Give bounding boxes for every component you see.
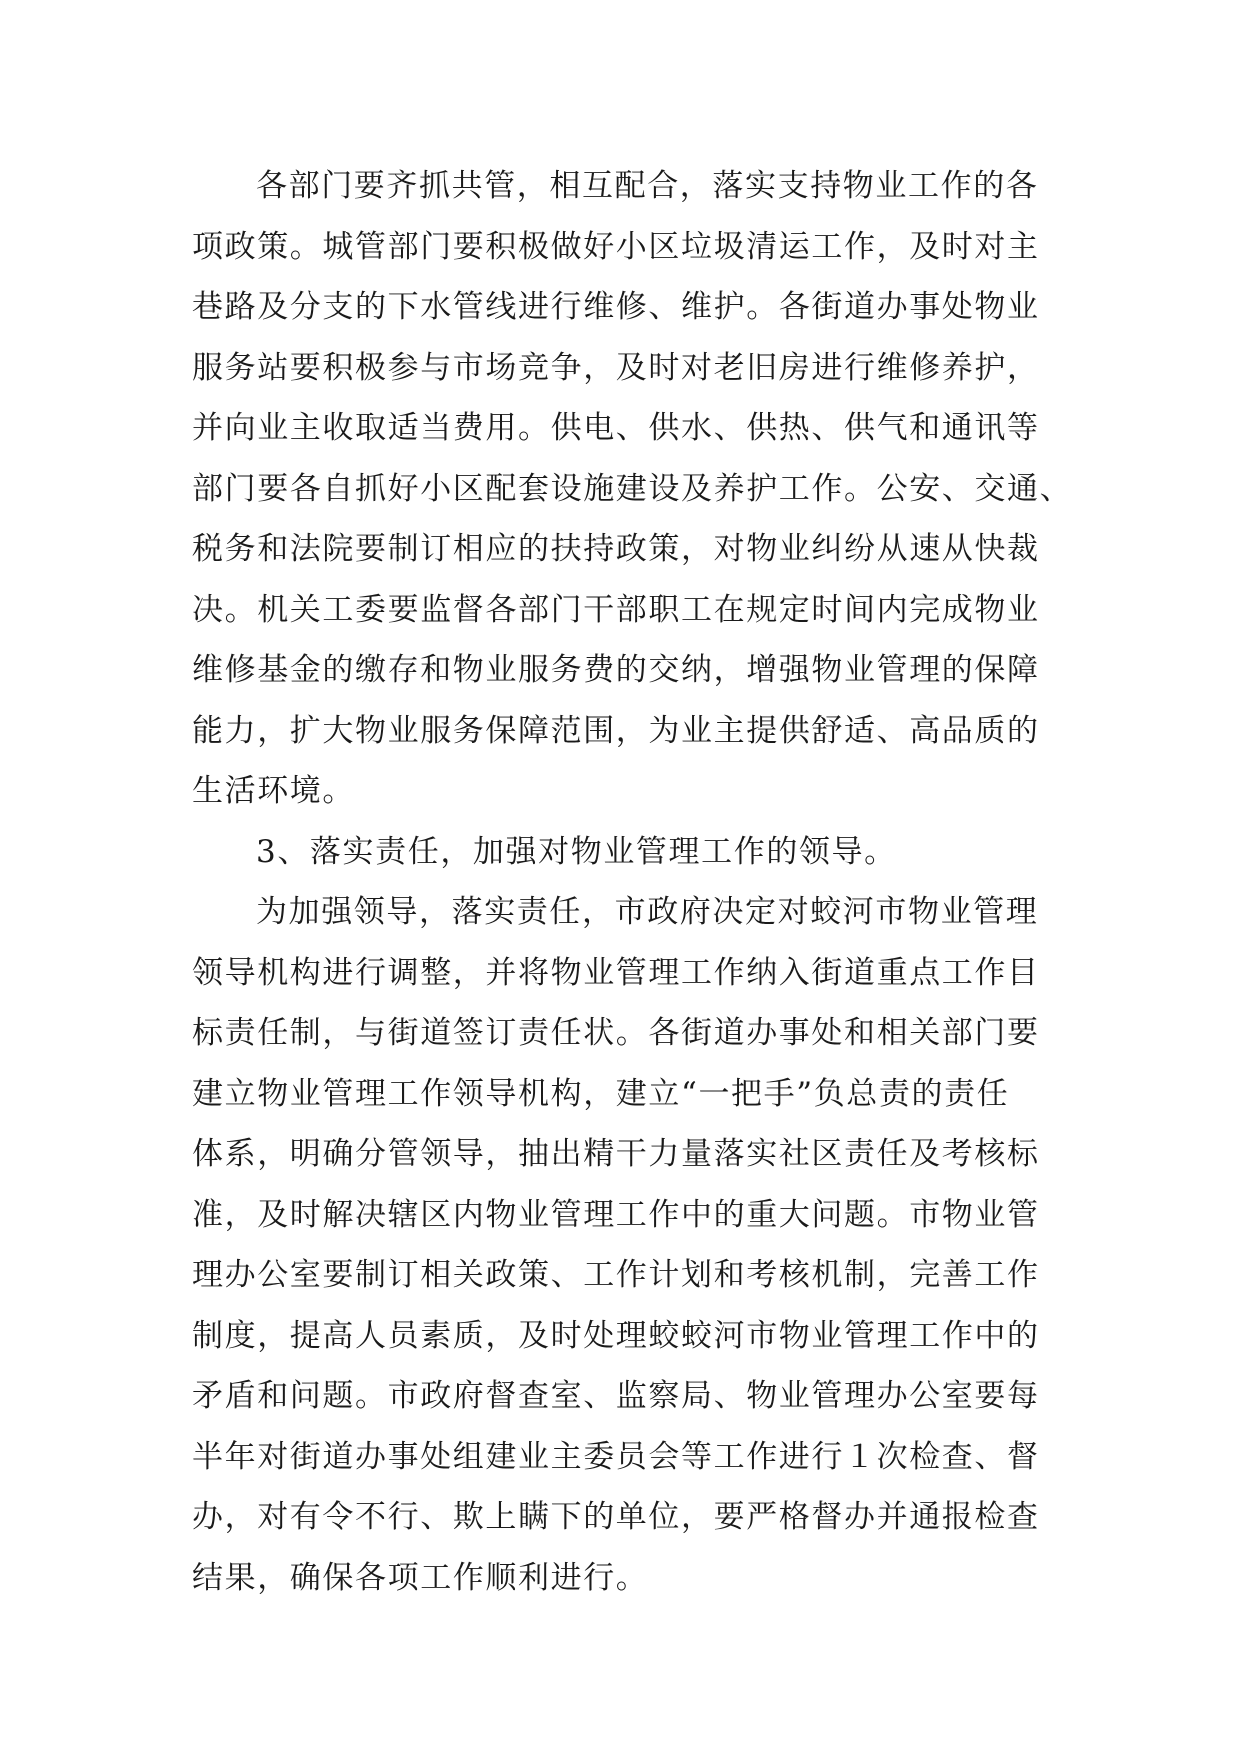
text-line: 能力，扩大物业服务保障范围，为业主提供舒适、高品质的 bbox=[192, 712, 1040, 749]
section-heading: 3、落实责任，加强对物业管理工作的领导。 bbox=[256, 833, 897, 870]
paragraph-policy-support bbox=[192, 156, 1073, 822]
text-line: 体系，明确分管领导，抽出精干力量落实社区责任及考核标 bbox=[192, 1136, 1040, 1172]
text-line: 理办公室要制订相关政策、工作计划和考核机制，完善工作 bbox=[192, 1257, 1040, 1293]
text-line: 标责任制，与街道签订责任状。各街道办事处和相关部门要 bbox=[192, 1015, 1040, 1051]
document-body bbox=[192, 156, 1073, 1608]
text-line: 结果，确保各项工作顺利进行。 bbox=[192, 1559, 649, 1596]
text-line: 领导机构进行调整，并将物业管理工作纳入街道重点工作目 bbox=[192, 954, 1040, 991]
text-line: 维修基金的缴存和物业服务费的交纳，增强物业管理的保障 bbox=[192, 652, 1040, 688]
text-line: 并向业主收取适当费用。供电、供水、供热、供气和通讯等 bbox=[192, 410, 1040, 446]
text-line: 决。机关工委要监督各部门干部职工在规定时间内完成物业 bbox=[192, 591, 1040, 628]
text-line: 矛盾和问题。市政府督查室、监察局、物业管理办公室要每 bbox=[192, 1378, 1040, 1414]
text-line: 制度，提高人员素质，及时处理蛟蛟河市物业管理工作中的 bbox=[192, 1317, 1040, 1354]
text-line: 建立物业管理工作领导机构，建立“一把手”负总责的责任 bbox=[192, 1075, 1010, 1112]
text-line: 准，及时解决辖区内物业管理工作中的重大问题。市物业管 bbox=[192, 1196, 1040, 1233]
text-line: 为加强领导，落实责任，市政府决定对蛟河市物业管理 bbox=[256, 894, 1039, 930]
text-line: 生活环境。 bbox=[192, 773, 355, 809]
text-line: 部门要各自抓好小区配套设施建设及养护工作。公安、交通、 bbox=[192, 470, 1073, 507]
text-line: 各部门要齐抓共管，相互配合，落实支持物业工作的各 bbox=[256, 168, 1039, 204]
text-line: 办，对有令不行、欺上瞒下的单位，要严格督办并通报检查 bbox=[192, 1499, 1040, 1535]
text-line: 半年对街道办事处组建业主委员会等工作进行１次检查、督 bbox=[192, 1438, 1040, 1475]
text-line: 巷路及分支的下水管线进行维修、维护。各街道办事处物业 bbox=[192, 289, 1040, 325]
paragraph-leadership-responsibility bbox=[192, 882, 1052, 1608]
text-line: 税务和法院要制订相应的扶持政策，对物业纠纷从速从快裁 bbox=[192, 531, 1040, 567]
text-line: 服务站要积极参与市场竞争，及时对老旧房进行维修养护， bbox=[192, 349, 1040, 386]
text-line: 项政策。城管部门要积极做好小区垃圾清运工作，及时对主 bbox=[192, 228, 1040, 265]
